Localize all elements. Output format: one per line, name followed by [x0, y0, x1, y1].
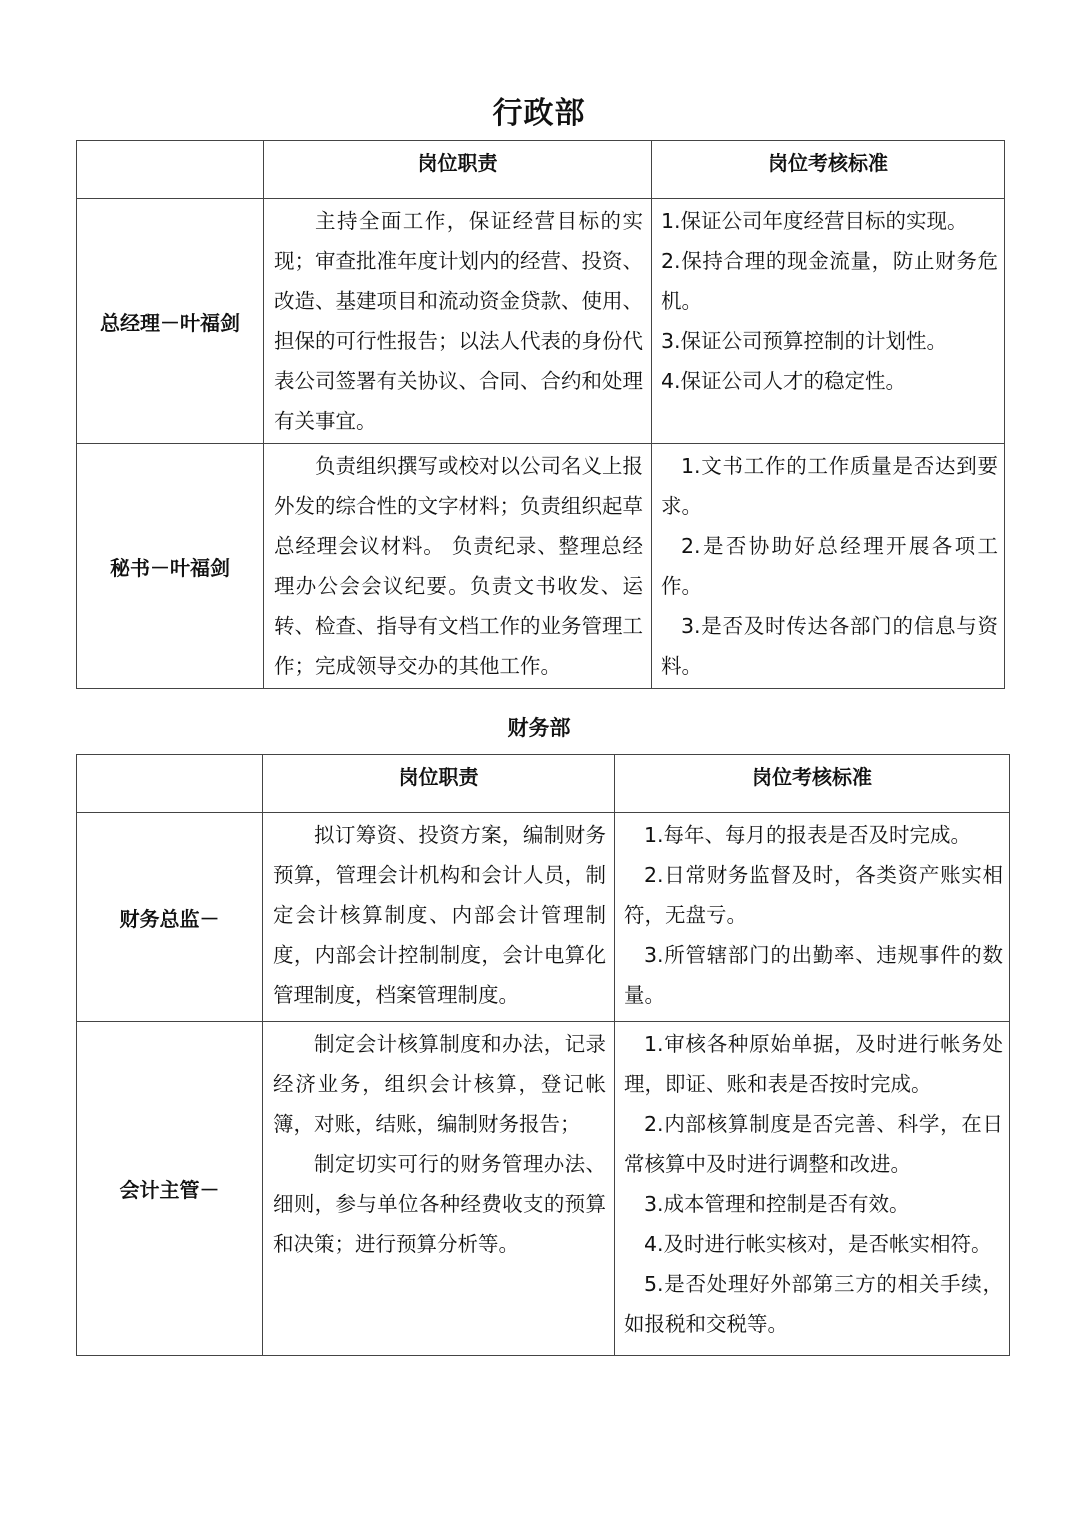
header-standard: 岗位考核标准	[615, 755, 1010, 813]
header-duty: 岗位职责	[264, 141, 652, 199]
table-row	[77, 444, 1005, 689]
duty-text: 拟订筹资、投资方案，编制财务预算，管理会计机构和会计人员，制定会计核算制度、内部会计管理制度，内部会计控制制度，会计电算化管理制度，档案管理制度。	[273, 823, 606, 1007]
standard-item: 2.内部核算制度是否完善、科学，在日常核算中及时进行调整和改进。	[624, 1112, 1003, 1176]
section-title-admin: 行政部	[492, 96, 586, 131]
standard-item: 4.保证公司人才的稳定性。	[661, 369, 907, 393]
duty-cell	[263, 813, 615, 1022]
standard-item: 2.是否协助好总经理开展各项工作。	[661, 534, 998, 598]
table-row	[77, 199, 1005, 444]
header-empty-cell	[77, 755, 263, 813]
admin-duty-table	[76, 140, 1005, 689]
standard-item: 3.保证公司预算控制的计划性。	[661, 329, 948, 353]
table-header-row	[77, 141, 1005, 199]
standard-cell	[615, 813, 1010, 1022]
header-duty: 岗位职责	[263, 755, 615, 813]
duty-text: 制定会计核算制度和办法，记录经济业务，组织会计核算，登记帐簿，对账，结账，编制财务报告；	[273, 1032, 606, 1136]
role-cell: 会计主管－	[77, 1022, 263, 1356]
standard-item: 1.每年、每月的报表是否及时完成。	[644, 823, 972, 847]
table-row	[77, 813, 1010, 1022]
duty-text: 制定切实可行的财务管理办法、细则，参与单位各种经费收支的预算和决策；进行预算分析等。	[273, 1152, 606, 1256]
duty-cell	[264, 199, 652, 444]
standard-cell	[652, 444, 1005, 689]
standard-item: 1.审核各种原始单据，及时进行帐务处理，即证、账和表是否按时完成。	[624, 1032, 1003, 1096]
table-row	[77, 1022, 1010, 1356]
standard-cell	[615, 1022, 1010, 1356]
table-header-row	[77, 755, 1010, 813]
header-standard: 岗位考核标准	[652, 141, 1005, 199]
role-cell: 总经理－叶福剑	[77, 199, 264, 444]
role-cell: 财务总监－	[77, 813, 263, 1022]
standard-cell	[652, 199, 1005, 444]
standard-item: 2.日常财务监督及时，各类资产账实相符，无盘亏。	[624, 863, 1003, 927]
duty-cell	[264, 444, 652, 689]
standard-item: 3.是否及时传达各部门的信息与资料。	[661, 614, 998, 678]
standard-item: 1.文书工作的工作质量是否达到要求。	[661, 454, 998, 518]
standard-item: 5.是否处理好外部第三方的相关手续，如报税和交税等。	[624, 1272, 1003, 1336]
standard-item: 3.所管辖部门的出勤率、违规事件的数量。	[624, 943, 1003, 1007]
section-title-finance: 财务部	[507, 716, 571, 740]
duty-cell	[263, 1022, 615, 1356]
duty-text: 主持全面工作，保证经营目标的实现；审查批准年度计划内的经营、投资、改造、基建项目和流动资金贷款、使用、担保的可行性报告；以法人代表的身份代表公司签署有关协议、合同、合约和处理有关事宜。	[274, 209, 643, 433]
header-empty-cell	[77, 141, 264, 199]
role-cell: 秘书－叶福剑	[77, 444, 264, 689]
standard-item: 4.及时进行帐实核对，是否帐实相符。	[644, 1232, 992, 1256]
standard-item: 1.保证公司年度经营目标的实现。	[661, 209, 968, 233]
finance-duty-table	[76, 754, 1010, 1356]
standard-item: 2.保持合理的现金流量，防止财务危机。	[661, 249, 998, 313]
duty-text: 负责组织撰写或校对以公司名义上报外发的综合性的文字材料；负责组织起草总经理会议材料。 负责纪录、整理总经理办公会会议纪要。负责文书收发、运转、检查、指导有文档工作的业务管理工作；完成领导交办的其他工作。	[274, 454, 643, 678]
standard-item: 3.成本管理和控制是否有效。	[644, 1192, 910, 1216]
